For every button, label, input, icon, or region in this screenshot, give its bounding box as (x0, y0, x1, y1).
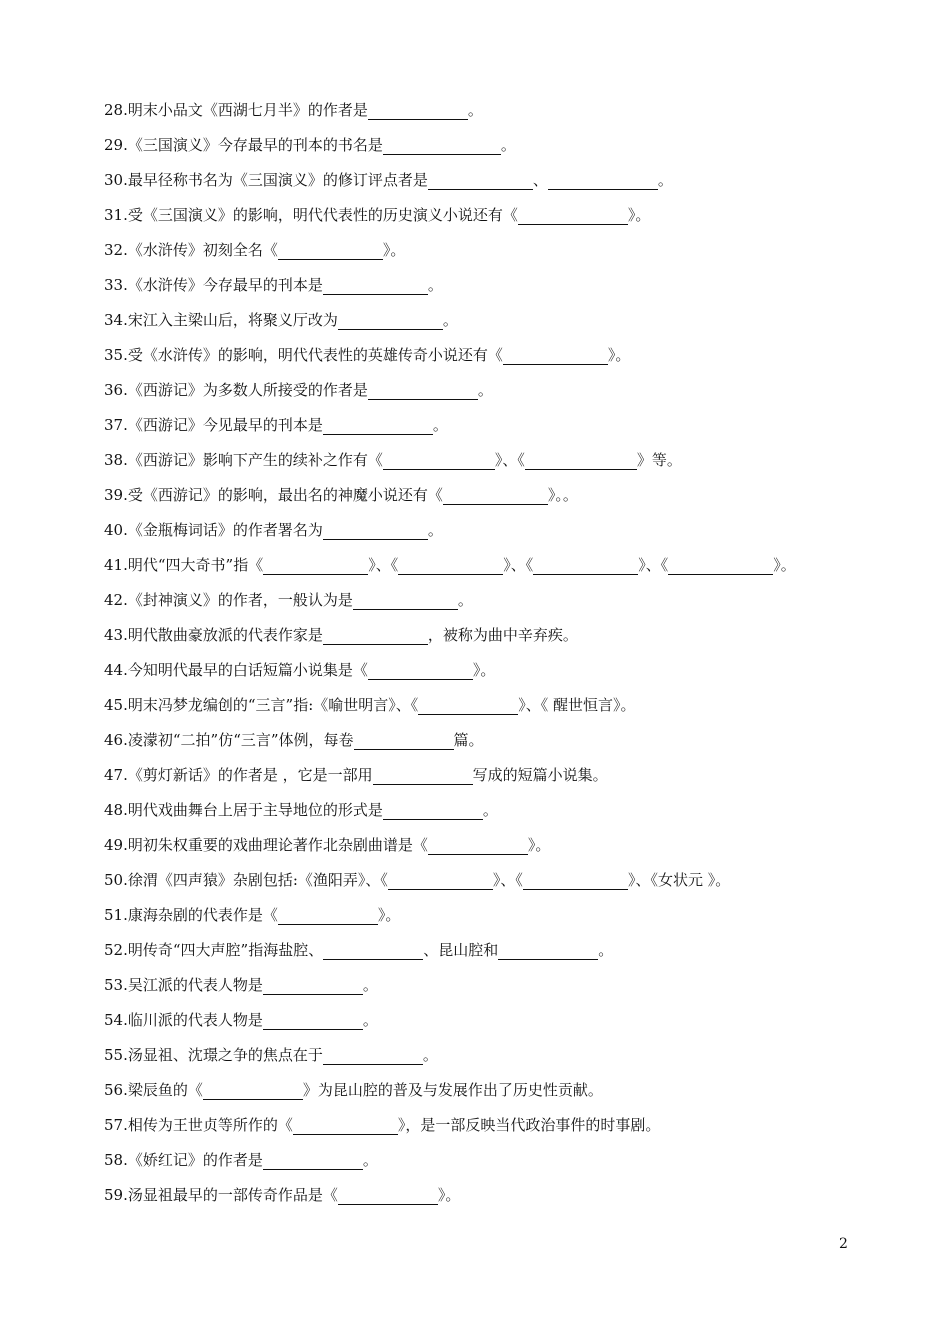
question-text-end: 》、《女状元 》。 (627, 871, 731, 889)
question-number: 38. (104, 451, 128, 469)
answer-blank[interactable] (203, 1079, 303, 1100)
question-text-end: 。 (457, 591, 473, 609)
answer-blank[interactable] (338, 309, 443, 330)
answer-blank[interactable] (533, 554, 638, 575)
question-text: 《封神演义》的作者，一般认为是 (127, 591, 353, 609)
answer-blank[interactable] (323, 519, 428, 540)
question-line (104, 270, 904, 305)
answer-blank[interactable] (278, 239, 383, 260)
question-text-end: 。 (500, 136, 516, 154)
question-line (104, 95, 904, 130)
question-number: 44. (104, 661, 128, 679)
question-number: 41. (104, 556, 128, 574)
question-text-end: 》。 (437, 1186, 461, 1204)
question-number: 39. (104, 486, 128, 504)
question-text: 受《三国演义》的影响，明代代表性的历史演义小说还有《 (127, 206, 518, 224)
question-text: 今知明代最早的白话短篇小说集是《 (127, 661, 368, 679)
question-line (104, 305, 904, 340)
answer-blank[interactable] (398, 554, 503, 575)
question-line (104, 480, 904, 515)
question-text: 《金瓶梅词话》的作者署名为 (127, 521, 323, 539)
question-line (104, 655, 904, 690)
question-line (104, 550, 904, 585)
question-text: 明末小品文《西湖七月半》的作者是 (127, 101, 368, 119)
question-number: 28. (104, 101, 128, 119)
question-list (104, 95, 904, 1215)
answer-blank[interactable] (323, 274, 428, 295)
question-text-end: 》。 (382, 241, 406, 259)
question-number: 30. (104, 171, 128, 189)
question-text-mid: 》、《 (503, 556, 534, 574)
question-text: 《娇红记》的作者是 (127, 1151, 263, 1169)
question-number: 54. (104, 1011, 128, 1029)
question-line (104, 375, 904, 410)
question-number: 57. (104, 1116, 128, 1134)
answer-blank[interactable] (443, 484, 548, 505)
question-text-end: 篇。 (453, 731, 484, 749)
question-text-end: 》。 (472, 661, 496, 679)
question-line (104, 1075, 904, 1110)
question-number: 40. (104, 521, 128, 539)
answer-blank[interactable] (383, 449, 495, 470)
question-text-end: 》、《 醒世恒言》。 (518, 696, 636, 714)
question-number: 53. (104, 976, 128, 994)
answer-blank[interactable] (323, 414, 433, 435)
question-text: 吴江派的代表人物是 (127, 976, 263, 994)
question-text-end: 》。 (773, 556, 796, 574)
question-number: 59. (104, 1186, 128, 1204)
question-number: 29. (104, 136, 128, 154)
question-text-end: 写成的短篇小说集。 (472, 766, 608, 784)
question-number: 49. (104, 836, 128, 854)
question-text: 最早径称书名为《三国演义》的修订评点者是 (127, 171, 428, 189)
question-number: 35. (104, 346, 128, 364)
question-number: 47. (104, 766, 128, 784)
question-number: 52. (104, 941, 128, 959)
answer-blank[interactable] (293, 1114, 398, 1135)
question-line (104, 865, 904, 900)
answer-blank[interactable] (428, 169, 533, 190)
answer-blank[interactable] (323, 624, 428, 645)
answer-blank[interactable] (263, 974, 363, 995)
question-line (104, 935, 904, 970)
question-text: 明初朱权重要的戏曲理论著作北杂剧曲谱是《 (127, 836, 428, 854)
question-text: 受《水浒传》的影响，明代代表性的英雄传奇小说还有《 (127, 346, 503, 364)
answer-blank[interactable] (428, 834, 528, 855)
question-text-mid: 》、《 (492, 871, 523, 889)
question-line (104, 1145, 904, 1180)
question-text-end: 》，是一部反映当代政治事件的时事剧。 (397, 1116, 661, 1134)
question-text: 《三国演义》今存最早的刊本的书名是 (127, 136, 383, 154)
question-text: 徐渭《四声猿》杂剧包括:《渔阳弄》、《 (127, 871, 388, 889)
question-number: 56. (104, 1081, 128, 1099)
answer-blank[interactable] (383, 134, 501, 155)
answer-blank[interactable] (388, 869, 493, 890)
answer-blank[interactable] (353, 589, 458, 610)
question-line (104, 585, 904, 620)
question-number: 55. (104, 1046, 128, 1064)
answer-blank[interactable] (263, 1149, 363, 1170)
question-number: 42. (104, 591, 128, 609)
answer-blank[interactable] (263, 1009, 363, 1030)
question-text-end: 。 (467, 101, 483, 119)
question-text: 明代“四大奇书”指《 (127, 556, 264, 574)
answer-blank[interactable] (498, 939, 598, 960)
question-text: 临川派的代表人物是 (127, 1011, 263, 1029)
question-line (104, 410, 904, 445)
answer-blank[interactable] (518, 204, 628, 225)
question-line (104, 1180, 904, 1215)
question-text: 汤显祖最早的一部传奇作品是《 (127, 1186, 338, 1204)
page-number: 2 (839, 1236, 848, 1252)
question-line (104, 445, 904, 480)
answer-blank[interactable] (263, 554, 368, 575)
question-text-end: 。 (442, 311, 458, 329)
question-text-mid: 、 (532, 171, 548, 189)
question-line (104, 1040, 904, 1075)
question-text-end: 。 (598, 941, 614, 959)
question-number: 32. (104, 241, 128, 259)
question-text: 明末冯梦龙编创的“三言”指:《喻世明言》、《 (127, 696, 419, 714)
question-text-end: 。 (362, 1011, 378, 1029)
question-line (104, 1110, 904, 1145)
question-text-mid: 、昆山腔和 (423, 941, 499, 959)
question-text-end: 》等。 (636, 451, 682, 469)
question-text-end: 》。。 (547, 486, 578, 504)
answer-blank[interactable] (278, 904, 378, 925)
question-number: 50. (104, 871, 128, 889)
question-line (104, 165, 904, 200)
question-text: 《西游记》今见最早的刊本是 (127, 416, 323, 434)
question-text: 受《西游记》的影响，最出名的神魔小说还有《 (127, 486, 443, 504)
answer-blank[interactable] (503, 344, 608, 365)
question-text: 明代戏曲舞台上居于主导地位的形式是 (127, 801, 383, 819)
question-text: 凌濛初“二拍”仿“三言”体例，每卷 (127, 731, 354, 749)
question-number: 46. (104, 731, 128, 749)
question-line (104, 130, 904, 165)
question-text-end: 。 (482, 801, 498, 819)
question-number: 33. (104, 276, 128, 294)
question-text-mid: 》、《 (494, 451, 525, 469)
answer-blank[interactable] (368, 659, 473, 680)
answer-blank[interactable] (383, 799, 483, 820)
question-number: 36. (104, 381, 128, 399)
question-text-end: 》。 (527, 836, 551, 854)
question-text: 《西游记》为多数人所接受的作者是 (127, 381, 368, 399)
question-text-end: 》。 (627, 206, 651, 224)
question-text-end: 。 (427, 276, 443, 294)
question-line (104, 200, 904, 235)
question-text-mid: 》、《 (638, 556, 669, 574)
question-text: 《西游记》影响下产生的续补之作有《 (127, 451, 383, 469)
question-line (104, 340, 904, 375)
answer-blank[interactable] (525, 449, 637, 470)
answer-blank[interactable] (323, 1044, 423, 1065)
answer-blank[interactable] (323, 939, 423, 960)
question-text: 相传为王世贞等所作的《 (127, 1116, 293, 1134)
question-text-end: 》为昆山腔的普及与发展作出了历史性贡献。 (302, 1081, 603, 1099)
question-text: 《剪灯新话》的作者是 ，它是一部用 (127, 766, 373, 784)
question-number: 37. (104, 416, 128, 434)
question-number: 51. (104, 906, 128, 924)
question-text: 梁辰鱼的《 (127, 1081, 203, 1099)
question-line (104, 690, 904, 725)
question-line (104, 970, 904, 1005)
answer-blank[interactable] (354, 729, 454, 750)
question-text: 宋江入主梁山后，将聚义厅改为 (127, 311, 338, 329)
answer-blank[interactable] (368, 379, 478, 400)
question-number: 43. (104, 626, 128, 644)
question-text-end: 。 (427, 521, 443, 539)
question-text-end: 》。 (607, 346, 631, 364)
question-text-end: 。 (362, 1151, 378, 1169)
question-text: 《水浒传》初刻全名《 (127, 241, 278, 259)
answer-blank[interactable] (418, 694, 518, 715)
question-text-end: 。 (432, 416, 448, 434)
question-number: 48. (104, 801, 128, 819)
question-number: 34. (104, 311, 128, 329)
question-text-end: ，被称为曲中辛弃疾。 (427, 626, 578, 644)
question-line (104, 900, 904, 935)
question-text: 《水浒传》今存最早的刊本是 (127, 276, 323, 294)
answer-blank[interactable] (368, 99, 468, 120)
question-number: 31. (104, 206, 128, 224)
question-line (104, 725, 904, 760)
question-text-end: 。 (362, 976, 378, 994)
question-text: 汤显祖、沈璟之争的焦点在于 (127, 1046, 323, 1064)
question-text: 明代散曲豪放派的代表作家是 (127, 626, 323, 644)
answer-blank[interactable] (338, 1184, 438, 1205)
question-line (104, 1005, 904, 1040)
question-text: 明传奇“四大声腔”指海盐腔、 (127, 941, 324, 959)
answer-blank[interactable] (373, 764, 473, 785)
question-number: 58. (104, 1151, 128, 1169)
question-text-end: 。 (422, 1046, 438, 1064)
question-number: 45. (104, 696, 128, 714)
question-text-end: 》。 (377, 906, 401, 924)
question-line (104, 620, 904, 655)
question-line (104, 830, 904, 865)
answer-blank[interactable] (523, 869, 628, 890)
question-text: 康海杂剧的代表作是《 (127, 906, 278, 924)
question-text-end: 。 (477, 381, 493, 399)
answer-blank[interactable] (668, 554, 773, 575)
question-text-end: 。 (657, 171, 673, 189)
question-line (104, 795, 904, 830)
answer-blank[interactable] (548, 169, 658, 190)
question-line (104, 235, 904, 270)
question-line (104, 515, 904, 550)
question-text-mid: 》、《 (368, 556, 399, 574)
question-line (104, 760, 904, 795)
